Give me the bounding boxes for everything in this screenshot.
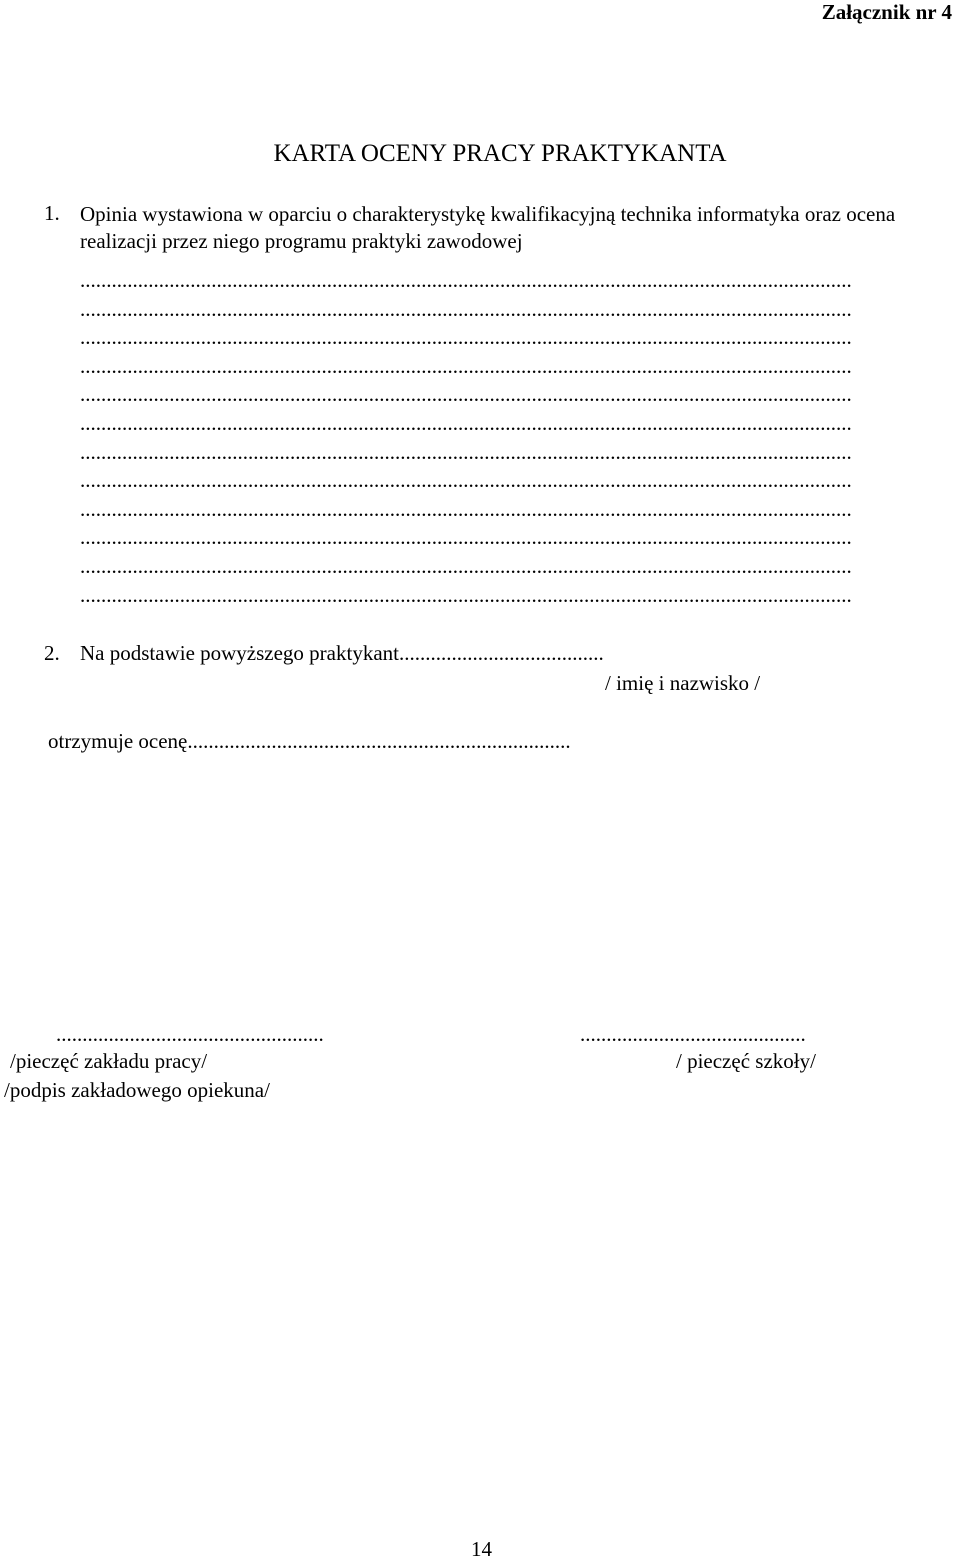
section2-number: 2.	[44, 641, 60, 665]
page-number: 14	[471, 1537, 492, 1561]
dotted-line: ...................................................................................................................................................	[80, 325, 852, 350]
dotted-line: ...................................................................................................................................................	[80, 525, 852, 550]
annex-label: Załącznik nr 4	[821, 0, 952, 24]
dotted-line: ...................................................................................................................................................	[80, 582, 852, 607]
dotted-line: ...................................................................................................................................................	[80, 439, 852, 464]
supervisor-signature-label: /podpis zakładowego opiekuna/	[4, 1078, 270, 1102]
grade-line: otrzymuje ocenę.........................................................................	[48, 729, 571, 753]
section1-text: Opinia wystawiona w oparciu o charakterystykę kwalifikacyjną technika informatyka oraz ocena realizacji przez niego programu praktyki zawodowej	[80, 202, 896, 253]
dotted-line: ...................................................................................................................................................	[80, 468, 852, 493]
dotted-line: ...................................................................................................................................................	[80, 496, 852, 521]
school-stamp-label: / pieczęć szkoły/	[676, 1049, 816, 1073]
workplace-stamp-label: /pieczęć zakładu pracy/	[10, 1049, 208, 1073]
opinion-dotted-lines	[80, 266, 955, 609]
right-signature-dots: ...........................................	[580, 1022, 806, 1046]
dotted-line: ...................................................................................................................................................	[80, 296, 852, 321]
name-hint: / imię i nazwisko /	[605, 671, 761, 695]
dotted-line: ...................................................................................................................................................	[80, 353, 852, 378]
dotted-line: ...................................................................................................................................................	[80, 553, 852, 578]
left-signature-dots: ...................................................	[56, 1022, 324, 1046]
dotted-line: ...................................................................................................................................................	[80, 382, 852, 407]
section1-number: 1.	[44, 201, 60, 225]
document-title: KARTA OCENY PRACY PRAKTYKANTA	[273, 140, 727, 167]
dotted-line: ...................................................................................................................................................	[80, 410, 852, 435]
section2-text: Na podstawie powyższego praktykant.......................................	[80, 641, 604, 665]
dotted-line: ...................................................................................................................................................	[80, 268, 852, 292]
